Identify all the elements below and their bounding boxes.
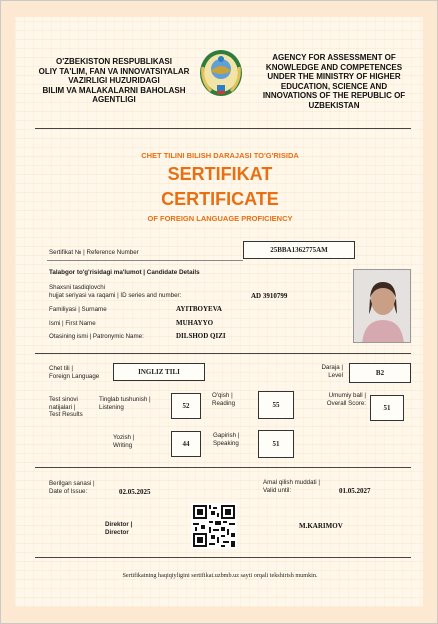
header-right-line: UNDER THE MINISTRY OF HIGHER	[267, 72, 401, 81]
speaking-label-line: Speaking	[213, 439, 239, 447]
overall-label-line: Umumiy ball |	[328, 392, 366, 399]
results-divider	[35, 467, 411, 468]
speaking-score: 51	[258, 430, 294, 458]
results-label	[49, 396, 83, 419]
writing-label-line: Writing	[113, 441, 133, 449]
director-label-line: Direktor |	[105, 521, 133, 528]
overall-label-line: Overall Score:	[326, 399, 366, 407]
candidate-divider	[35, 353, 411, 354]
id-label-line: hujjat seriyasi va raqami | ID series and number:	[49, 291, 182, 299]
reference-label: Sertifikat № | Reference Number	[49, 249, 139, 256]
reading-label-line: O'qish |	[212, 392, 233, 399]
results-label-line: Test sinovi	[49, 396, 78, 403]
reference-underline	[47, 260, 243, 261]
writing-label	[113, 434, 134, 449]
title-uz: SERTIFIKAT	[167, 164, 273, 184]
qr-code-icon	[191, 503, 237, 549]
results-label-line: Test Results	[49, 411, 83, 418]
writing-score: 44	[171, 431, 201, 457]
valid-label-line: Amal qilish muddati |	[263, 479, 320, 486]
level-value: B2	[349, 363, 411, 383]
valid-date: 01.05.2027	[339, 487, 371, 495]
director-label-line: Director	[105, 528, 129, 536]
header-right-line: AGENCY FOR ASSESSMENT OF	[272, 53, 396, 62]
language-label-line: Chet tili |	[49, 365, 73, 372]
header-left-line: O'ZBEKISTON RESPUBLIKASI	[56, 57, 172, 66]
candidate-photo	[353, 269, 411, 343]
valid-label	[263, 479, 320, 494]
firstname-label: Ismi | First Name	[49, 320, 96, 327]
language-label-line: Foreign Language	[49, 372, 100, 380]
overall-score: 51	[370, 395, 404, 421]
header-right-line: INNOVATIONS OF THE REPUBLIC OF	[262, 91, 406, 100]
issue-label-line: Berilgan sanasi |	[49, 480, 95, 487]
speaking-label	[213, 432, 239, 447]
patronymic-value: DILSHOD QIZI	[176, 332, 226, 340]
id-value: AD 3910799	[251, 292, 288, 300]
subtitle-uz: CHET TILINI BILISH DARAJASI TO'G'RISIDA	[141, 151, 299, 160]
subtitle-en: OF FOREIGN LANGUAGE PROFICIENCY	[147, 214, 293, 223]
id-label-line: Shaxsni tasdiqlovchi	[49, 284, 106, 291]
reading-label-line: Reading	[212, 399, 236, 407]
director-label	[105, 521, 132, 536]
candidate-heading: Talabgor to'g'risidagi ma'lumot | Candidate Details	[49, 269, 200, 276]
level-label	[319, 364, 343, 379]
footer-note: Sertifikatning haqiqiyligini sertifikat.uzbmb.uz sayti orqali tekshirish mumkin.	[122, 572, 318, 579]
listening-label-line: Listening	[99, 403, 124, 411]
level-label-line: Daraja |	[321, 364, 343, 371]
speaking-label-line: Gapirish |	[213, 432, 240, 439]
header-left-line: OLIY TA'LIM, FAN VA INNOVATSIYALAR	[38, 66, 190, 76]
id-label	[49, 284, 181, 299]
title-en: CERTIFICATE	[161, 189, 279, 209]
surname-value: AYITBOYEVA	[176, 305, 222, 313]
header-left-line: BILIM VA MALAKALARNI BAHOLASH	[42, 85, 186, 95]
reference-number: 25BBA1362775AM	[243, 241, 355, 259]
language-label	[49, 365, 99, 380]
surname-label: Familiyasi | Surname	[49, 306, 107, 313]
valid-label-line: Valid until:	[263, 486, 292, 494]
listening-label	[99, 396, 151, 411]
issue-label	[49, 480, 95, 495]
level-label-line: Level	[328, 371, 343, 379]
reading-label	[212, 392, 235, 407]
header-divider	[35, 128, 411, 129]
director-name: M.KARIMOV	[299, 522, 343, 530]
patronymic-label: Otasining ismi | Patronymic Name:	[49, 333, 144, 340]
header-left	[29, 57, 199, 105]
header-right	[245, 53, 423, 110]
header-right-line: EDUCATION, SCIENCE AND	[280, 81, 388, 91]
listening-label-line: Tinglab tushunish |	[99, 396, 151, 403]
header-right-line: UZBEKISTAN	[308, 100, 360, 110]
reading-score: 55	[258, 391, 294, 419]
issue-date: 02.05.2025	[119, 488, 151, 496]
header-right-line: KNOWLEDGE AND COMPETENCES	[265, 62, 403, 72]
language-value: INGLIZ TILI	[113, 363, 205, 381]
header-left-line: VAZIRLIGI HUZURIDAGI	[68, 76, 160, 85]
listening-score: 52	[171, 393, 201, 419]
overall-label	[314, 392, 366, 407]
writing-label-line: Yozish |	[113, 434, 135, 441]
results-label-line: natijalari |	[49, 403, 76, 411]
header-left-line: AGENTLIGI	[92, 95, 136, 104]
footer-divider	[35, 557, 411, 558]
uzbekistan-emblem-icon	[197, 47, 245, 99]
firstname-value: MUHAYYO	[176, 319, 214, 327]
issue-label-line: Date of Issue:	[49, 487, 88, 495]
